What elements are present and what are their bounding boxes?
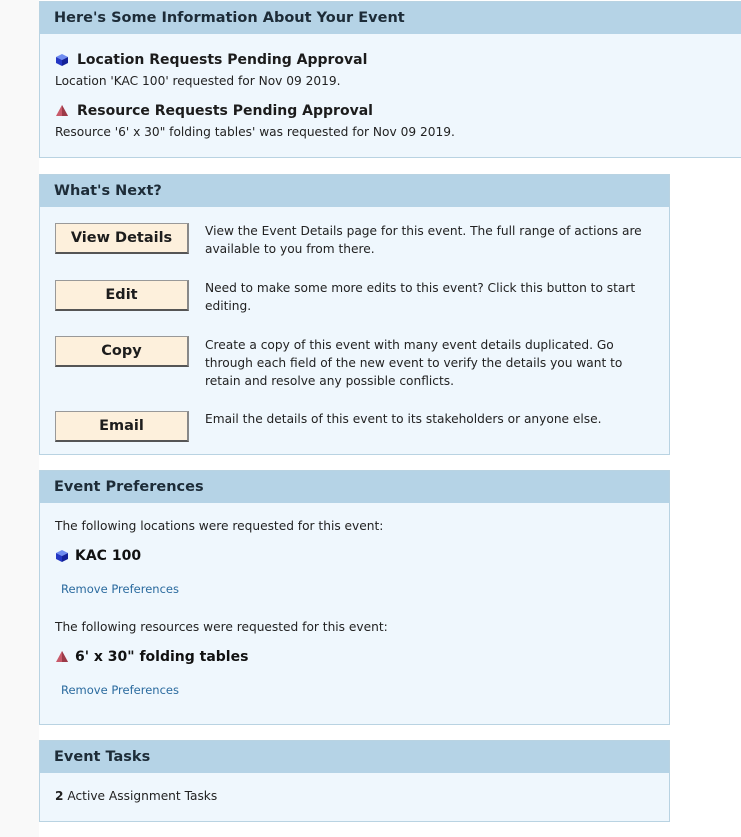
active-tasks-count: 2: [55, 789, 64, 803]
remove-resource-preferences-link[interactable]: Remove Preferences: [61, 683, 179, 697]
blue-cube-icon: [55, 53, 69, 67]
edit-description: Need to make some more edits to this event? Click this button to start editing.: [205, 281, 636, 313]
resource-requests-heading: Resource Requests Pending Approval: [77, 103, 373, 119]
resource-request-text: Resource '6' x 30" folding tables' was requested for Nov 09 2019.: [55, 125, 455, 139]
red-pyramid-icon: [55, 650, 69, 664]
location-preference: [55, 548, 141, 564]
event-info-panel: [39, 1, 741, 158]
view-details-button[interactable]: View Details: [55, 223, 189, 254]
resource-requests-section: [55, 103, 455, 139]
edit-button[interactable]: Edit: [55, 280, 189, 311]
resource-name: 6' x 30" folding tables: [75, 649, 249, 665]
event-tasks-panel: [39, 740, 670, 822]
location-requests-section: [55, 52, 367, 88]
blue-cube-icon: [55, 549, 69, 563]
resources-intro-text: The following resources were requested for this event:: [55, 620, 388, 634]
remove-location-preferences-link[interactable]: Remove Preferences: [61, 582, 179, 596]
whats-next-panel: [39, 174, 670, 455]
red-pyramid-icon: [55, 104, 69, 118]
active-tasks-summary[interactable]: [55, 789, 217, 803]
email-description: Email the details of this event to its stakeholders or anyone else.: [205, 412, 602, 426]
active-tasks-label: Active Assignment Tasks: [67, 789, 218, 803]
event-preferences-panel: [39, 470, 670, 725]
event-info-title: Here's Some Information About Your Event: [40, 2, 741, 34]
copy-description: Create a copy of this event with many event details duplicated. Go through each field of the new event to verify the details you want to retain and resolve any possible conflicts.: [205, 338, 623, 388]
event-tasks-title: Event Tasks: [40, 741, 669, 773]
resource-preference: [55, 649, 248, 665]
view-details-description: View the Event Details page for this event. The full range of actions are available to you from there.: [205, 224, 642, 256]
locations-intro-text: The following locations were requested for this event:: [55, 519, 384, 533]
location-name: KAC 100: [75, 548, 142, 564]
location-request-text: Location 'KAC 100' requested for Nov 09 2019.: [55, 74, 341, 88]
event-preferences-title: Event Preferences: [40, 471, 669, 503]
copy-button[interactable]: Copy: [55, 336, 189, 367]
whats-next-title: What's Next?: [40, 175, 669, 207]
email-button[interactable]: Email: [55, 411, 189, 442]
page-margin: [0, 0, 39, 837]
location-requests-heading: Location Requests Pending Approval: [77, 52, 368, 68]
